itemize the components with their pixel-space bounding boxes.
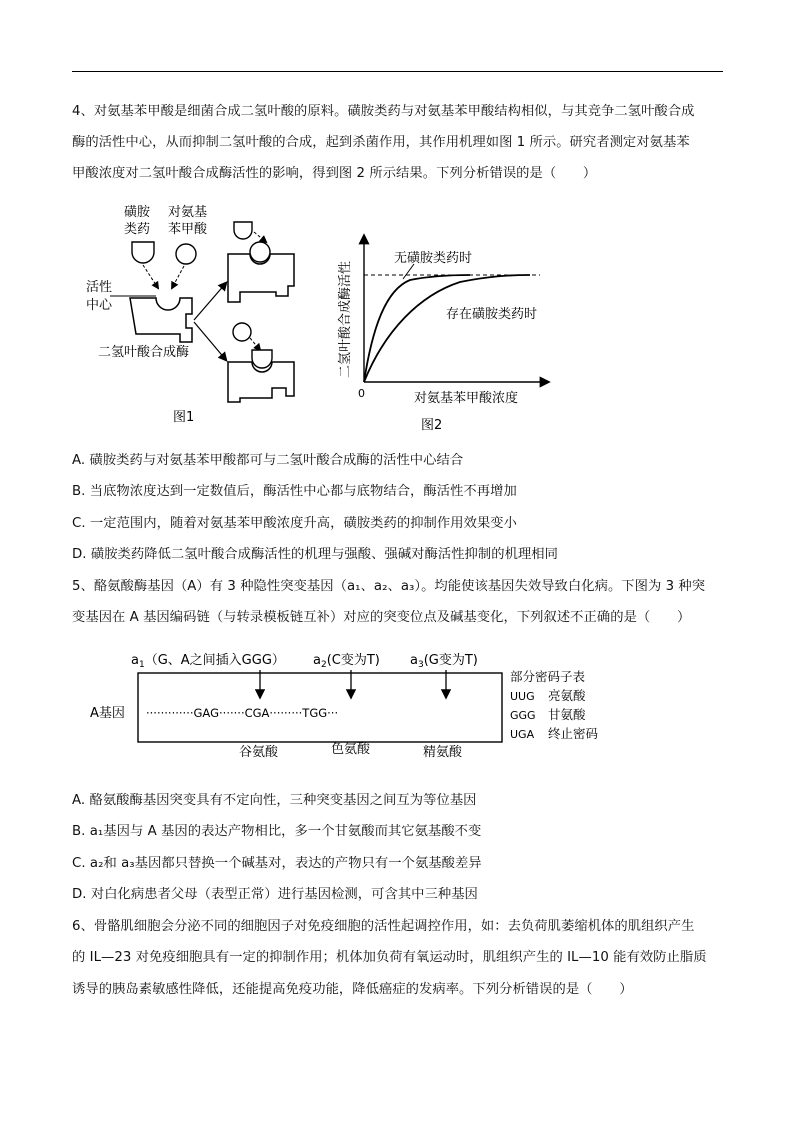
a2-label: $a_2(C$变为T) — [313, 653, 380, 670]
fig2-caption: 图2 — [421, 418, 443, 433]
q4-option-c: C. 一定范围内，随着对氨基苯甲酸浓度升高，磺胺类药的抑制作用效果变小 — [72, 516, 517, 531]
codon-3: UGA — [510, 728, 535, 741]
a3-label: $a_3(G$变为T) — [410, 653, 478, 670]
aa-trp: 色氨酸 — [331, 742, 371, 757]
q4-option-d: D. 磺胺类药降低二氢叶酸合成酶活性的机理与强酸、强碱对酶活性抑制的机理相同 — [72, 547, 558, 562]
aa-arg: 精氨酸 — [423, 745, 463, 760]
q4-stem-line-3: 甲酸浓度对二氢叶酸合成酶活性的影响，得到图 2 所示结果。下列分析错误的是（ ） — [72, 166, 597, 181]
fig2-ylabel: 二氢叶酸合成酶活性 — [338, 260, 353, 378]
fig1-sulfa-label-2: 类药 — [124, 222, 151, 237]
fig1-enzyme-label: 二氢叶酸合成酶 — [98, 345, 190, 360]
fig1-active-label-2: 中心 — [86, 298, 113, 313]
q5-stem-line-2: 变基因在 A 基因编码链（与转录模板链互补）对应的突变位点及碱基变化，下列叙述不正确的是（ ） — [72, 610, 691, 625]
fig1-paba-label-1: 对氨基 — [168, 205, 208, 220]
q5-option-d: D. 对白化病患者父母（表型正常）进行基因检测，可含其中三种基因 — [72, 887, 478, 902]
fig2-origin: 0 — [358, 387, 365, 400]
gene-sequence: ·············GAG·······CGA·········TGG··· — [146, 706, 339, 720]
fig2-curve1-label: 无磺胺类药时 — [394, 251, 473, 266]
fig1-paba-label-2: 苯甲酸 — [168, 222, 208, 237]
fig2-curve2-label: 存在磺胺类药时 — [446, 307, 538, 322]
fig1-caption: 图1 — [173, 410, 195, 425]
q6-stem-line-3: 诱导的胰岛素敏感性降低，还能提高免疫功能，降低癌症的发病率。下列分析错误的是（ ） — [72, 982, 633, 997]
q5-stem-line-1: 5、酪氨酸酶基因（A）有 3 种隐性突变基因（a₁、a₂、a₃）。均能使该基因失效导致白化病。下图为 3 种突 — [72, 579, 706, 594]
q6-stem-line-1: 6、骨骼肌细胞会分泌不同的细胞因子对免疫细胞的活性起调控作用，如：去负荷肌萎缩机体的肌组织产生 — [72, 919, 695, 934]
gene-label: A基因 — [90, 706, 125, 721]
codon-1: UUG — [510, 690, 535, 703]
q6-stem-line-2: 的 IL—23 对免疫细胞具有一定的抑制作用；机体加负荷有氧运动时，肌组织产生的 IL—10 能有效防止脂质 — [72, 950, 707, 965]
codon-2-aa: 甘氨酸 — [548, 707, 586, 722]
q4-option-a: A. 磺胺类药与对氨基苯甲酸都可与二氢叶酸合成酶的活性中心结合 — [72, 453, 464, 468]
codon-table-title: 部分密码子表 — [510, 669, 586, 684]
fig1-sulfa-label-1: 磺胺 — [124, 205, 151, 220]
q4-option-b: B. 当底物浓度达到一定数值后，酶活性中心都与底物结合，酶活性不再增加 — [72, 484, 517, 499]
q4-stem-line-1: 4、对氨基苯甲酸是细菌合成二氢叶酸的原料。磺胺类药与对氨基苯甲酸结构相似，与其竞争二氢叶酸合成 — [72, 104, 695, 119]
q5-option-c: C. a₂和 a₃基因都只替换一个碱基对，表达的产物只有一个氨基酸差异 — [72, 856, 482, 871]
a1-label: $a_1(G$、A之间插入GGG） — [131, 653, 285, 670]
q5-option-b: B. a₁基因与 A 基因的表达产物相比，多一个甘氨酸而其它氨基酸不变 — [72, 824, 482, 839]
codon-2: GGG — [510, 709, 536, 722]
fig1-active-label-1: 活性 — [86, 280, 113, 295]
codon-3-aa: 终止密码 — [548, 726, 599, 741]
fig2-xlabel: 对氨基苯甲酸浓度 — [414, 391, 519, 406]
q4-stem-line-2: 酶的活性中心，从而抑制二氢叶酸的合成，起到杀菌作用，其作用机理如图 1 所示。研究者测定对氨基苯 — [72, 135, 690, 150]
aa-glu: 谷氨酸 — [239, 745, 279, 760]
q5-option-a: A. 酪氨酸酶基因突变具有不定向性，三种突变基因之间互为等位基因 — [72, 793, 477, 808]
codon-1-aa: 亮氨酸 — [548, 688, 586, 703]
